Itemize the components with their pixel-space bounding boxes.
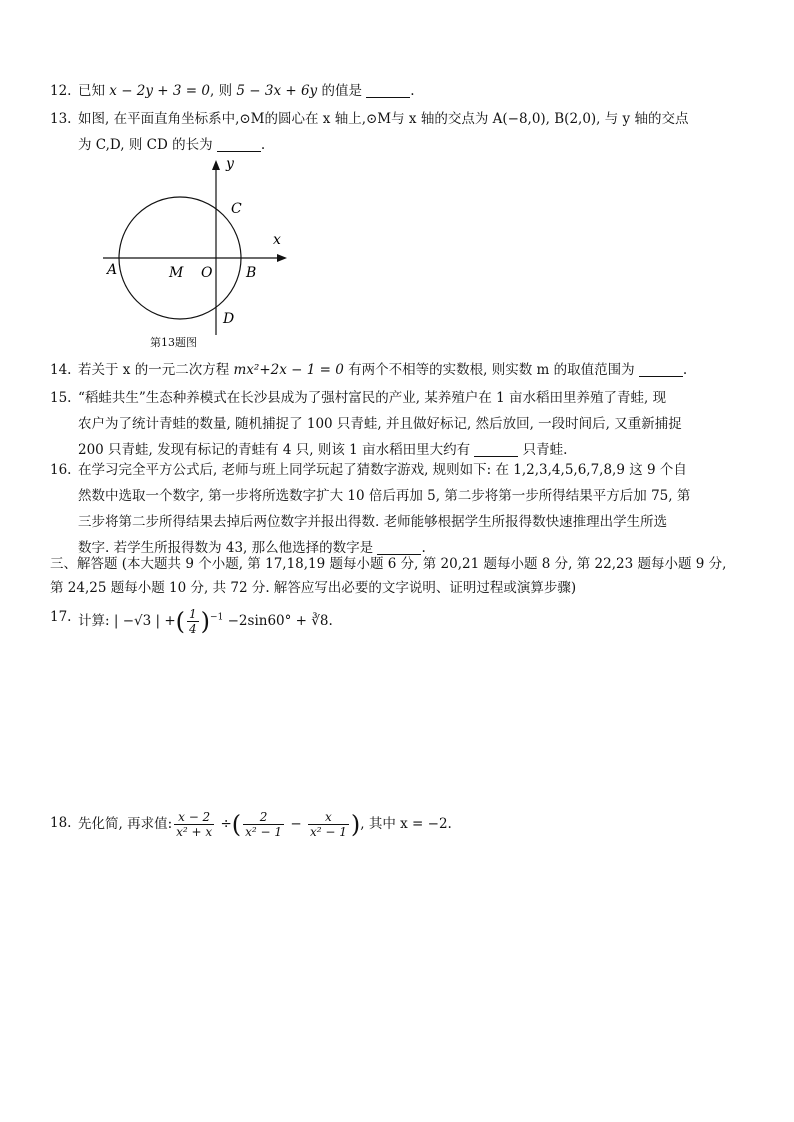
numerator: x xyxy=(308,810,349,825)
numerator: 2 xyxy=(243,810,284,825)
label-b: B xyxy=(246,265,257,281)
equation: mx²+2x − 1 = 0 xyxy=(233,362,344,378)
denominator: x² + x xyxy=(176,825,213,839)
denominator: x² − 1 xyxy=(309,825,347,839)
figure-13-diagram xyxy=(95,150,300,335)
answer-blank[interactable] xyxy=(639,360,683,377)
x-axis-arrow-icon xyxy=(277,254,287,262)
text: , 其中 x = −2. xyxy=(360,816,452,832)
equation: x − 2y + 3 = 0 xyxy=(109,83,210,99)
label-a: A xyxy=(107,262,118,278)
question-12 xyxy=(50,78,738,104)
question-line: 在学习完全平方公式后, 老师与班上同学玩起了猜数字游戏, 规则如下: 在 1,2,3,4,5,6,7,8,9 这 9 个自 xyxy=(78,462,687,478)
section-header xyxy=(50,552,750,600)
question-line: 如图, 在平面直角坐标系中,⊙M的圆心在 x 轴上,⊙M与 x 轴的交点为 A(−8,0), B(2,0), 与 y 轴的交点 xyxy=(78,111,689,127)
text: . xyxy=(421,540,426,556)
question-number: 16. xyxy=(50,462,72,478)
question-number: 12. xyxy=(50,83,72,99)
expression: 5 − 3x + 6y xyxy=(236,83,318,99)
text: 有两个不相等的实数根, 则实数 m 的取值范围为 xyxy=(348,362,635,378)
exponent: −1 xyxy=(210,612,224,622)
question-number: 15. xyxy=(50,390,72,406)
operator: + xyxy=(164,612,176,629)
question-line: 农户为了统计青蛙的数量, 随机捕捉了 100 只青蛙, 并且做好标记, 然后放回, 一段时间后, 又重新捕捉 xyxy=(78,416,682,432)
question-number: 18. xyxy=(50,815,72,831)
question-17 xyxy=(50,604,738,636)
fraction xyxy=(308,810,349,839)
right-paren: ) xyxy=(200,607,211,635)
question-line: 三步将第二步所得结果去掉后两位数字并报出得数. 老师能够根据学生所报得数快速推理出学生所选 xyxy=(78,514,668,530)
question-text xyxy=(78,362,687,378)
section-line: 第 24,25 题每小题 10 分, 共 72 分. 解答应写出必要的文字说明、证明过程或演算步骤) xyxy=(50,580,577,596)
answer-blank[interactable] xyxy=(474,440,518,457)
label-y: y xyxy=(226,156,234,172)
numerator: 1 xyxy=(189,606,197,621)
question-14 xyxy=(50,357,738,383)
text: 数字. 若学生所报得数为 43, 那么他选择的数字是 xyxy=(78,540,374,556)
text: 的值是 xyxy=(321,83,362,99)
question-number: 17. xyxy=(50,609,72,625)
question-line: “稻蛙共生”生态种养模式在长沙县成为了强村富民的产业, 某养殖户在 1 亩水稻田里养殖了青蛙, 现 xyxy=(78,390,667,406)
text: . xyxy=(260,137,266,153)
question-text xyxy=(78,83,415,99)
section-line: 三、解答题 (本大题共 9 个小题, 第 17,18,19 题每小题 6 分, 第 20,21 题每小题 8 分, 第 22,23 题每小题 9 分, xyxy=(50,556,727,572)
expression: −2sin60° + ∛8. xyxy=(227,612,333,629)
figure-caption: 第13题图 xyxy=(150,336,197,349)
question-number: 14. xyxy=(50,362,72,378)
text: , 则 xyxy=(210,83,233,99)
fraction xyxy=(187,607,199,636)
denominator: 4 xyxy=(189,621,197,636)
right-paren: ) xyxy=(350,810,361,839)
operator: − xyxy=(290,816,302,832)
question-18 xyxy=(50,810,738,839)
operator: ÷ xyxy=(220,816,232,832)
fraction xyxy=(174,810,214,839)
label-o: O xyxy=(201,265,213,281)
answer-blank[interactable] xyxy=(366,81,410,98)
numerator: x − 2 xyxy=(174,810,214,825)
left-paren: ( xyxy=(231,810,242,839)
text: 若关于 x 的一元二次方程 xyxy=(78,362,230,378)
question-15 xyxy=(50,385,738,463)
text: 200 只青蛙, 发现有标记的青蛙有 4 只, 则该 1 亩水稻田里大约有 xyxy=(78,442,471,458)
text: 已知 xyxy=(78,83,105,99)
text: 只青蛙. xyxy=(522,442,568,458)
label-c: C xyxy=(231,201,242,217)
y-axis-arrow-icon xyxy=(212,160,220,170)
text: . xyxy=(410,83,415,99)
question-line: 然数中选取一个数字, 第一步将所选数字扩大 10 倍后再加 5, 第二步将第一步所得结果平方后加 75, 第 xyxy=(78,488,691,504)
text: 先化简, 再求值: xyxy=(78,816,173,832)
absolute-value: | −√3 | xyxy=(113,612,161,629)
text: 为 C,D, 则 CD 的长为 xyxy=(78,137,213,153)
text: 计算: xyxy=(78,612,110,629)
question-text xyxy=(78,810,452,839)
label-m: M xyxy=(169,265,184,281)
question-16 xyxy=(50,457,738,561)
denominator: x² − 1 xyxy=(245,825,283,839)
question-text xyxy=(78,606,333,636)
label-x: x xyxy=(273,232,281,248)
question-number: 13. xyxy=(50,111,72,127)
label-d: D xyxy=(223,311,235,327)
left-paren: ( xyxy=(175,607,186,635)
fraction xyxy=(243,810,284,839)
text: . xyxy=(682,362,688,378)
